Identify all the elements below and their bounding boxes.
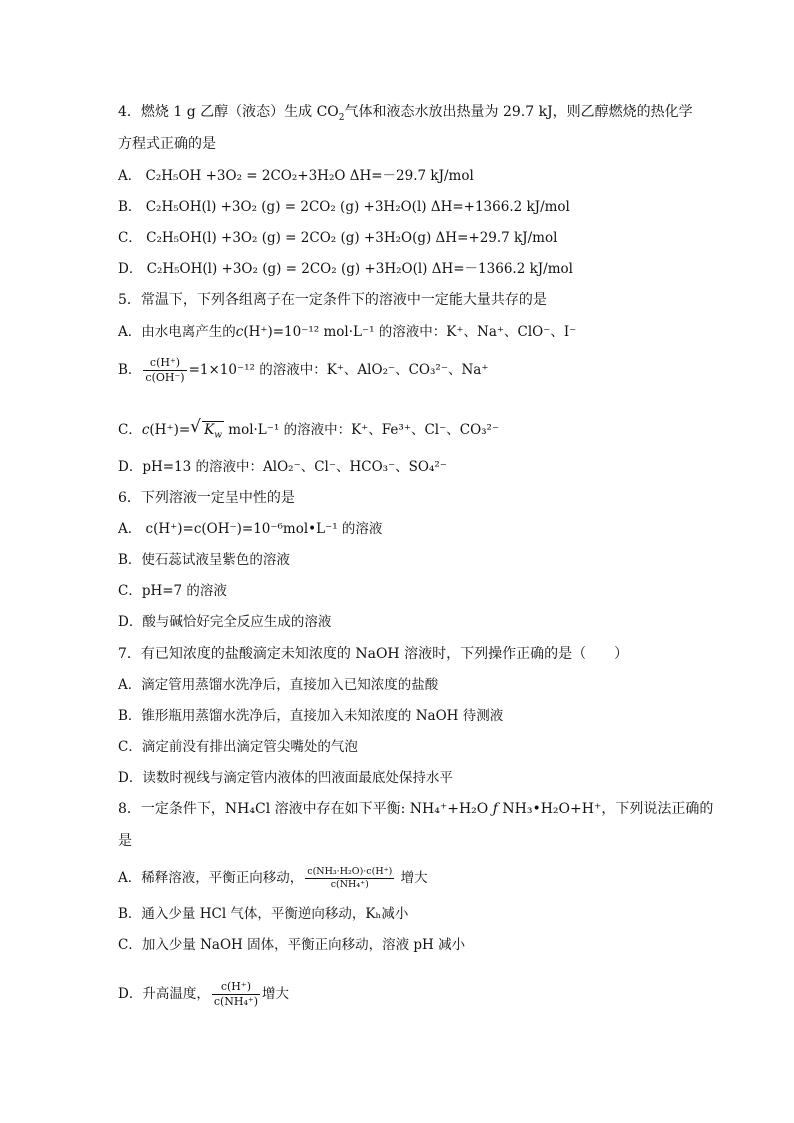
q7-option-d: D．读数时视线与滴定管内液体的凹液面最底处保持水平 bbox=[118, 770, 453, 786]
q4-stem-line1: 4．燃烧 1 g 乙醇（液态）生成 $CO_2$气体和液态水放出热量为 29.7 kJ，则乙醇燃烧的热化学 bbox=[118, 104, 693, 123]
q5-c-kw: K bbox=[204, 422, 215, 438]
q4-option-b: B． C₂H₅OH(l) +3O₂ (g) = 2CO₂ (g) +3H₂O(l) ΔH=+1366.2 kJ/mol bbox=[118, 199, 570, 215]
q7-option-a: A．滴定管用蒸馏水洗净后，直接加入已知浓度的盐酸 bbox=[118, 677, 439, 693]
q5-c-label: C． bbox=[118, 422, 142, 438]
q5-option-d: D．pH=13 的溶液中：AlO₂⁻、Cl⁻、HCO₃⁻、SO₄²⁻ bbox=[118, 459, 447, 475]
q5-b-numerator: c(H⁺) bbox=[143, 356, 186, 371]
q8-d-denominator: c(NH₄⁺) bbox=[213, 995, 259, 1008]
q4-option-a: A． C₂H₅OH +3O₂ = 2CO₂+3H₂O ΔH=－29.7 kJ/mol bbox=[118, 168, 474, 184]
q5-b-fraction bbox=[143, 356, 186, 385]
q5-b-label: B． bbox=[118, 362, 142, 378]
q8-a-label: A．稀释溶液，平衡正向移动， bbox=[118, 870, 304, 886]
q7-option-b: B．锥形瓶用蒸馏水洗净后，直接加入未知浓度的 NaOH 待测液 bbox=[118, 708, 504, 724]
sqrt-symbol-icon: √ $K_w$ bbox=[190, 417, 222, 441]
q8-stem-line1 bbox=[118, 799, 713, 819]
q8-d-rest: 增大 bbox=[262, 986, 290, 1002]
q8-stem-part1: 8．一定条件下，NH₄Cl 溶液中存在如下平衡: NH₄⁺+H₂O bbox=[118, 801, 489, 817]
q7-option-c: C．滴定前没有排出滴定管尖嘴处的气泡 bbox=[118, 739, 358, 755]
q6-option-d: D．酸与碱恰好完全反应生成的溶液 bbox=[118, 614, 332, 630]
q8-d-fraction bbox=[212, 980, 260, 1009]
q5-a-rest: (H⁺)=10⁻¹² mol·L⁻¹ 的溶液中：K⁺、Na⁺、ClO⁻、I⁻ bbox=[243, 324, 577, 340]
q8-d-label: D．升高温度， bbox=[118, 986, 210, 1002]
equilibrium-arrow-icon: ƒ bbox=[492, 801, 498, 817]
q4-stem-part2: 气体和液态水放出热量为 29.7 kJ，则乙醇燃烧的热化学 bbox=[344, 104, 693, 120]
q8-stem-line2: 是 bbox=[118, 833, 132, 849]
q8-option-a bbox=[118, 866, 428, 891]
q6-option-b: B．使石蕊试液呈紫色的溶液 bbox=[118, 552, 290, 568]
q5-c-mid: (H⁺)= bbox=[149, 422, 191, 438]
q8-a-denominator: c(NH₄⁺) bbox=[330, 879, 369, 890]
q7-stem: 7．有已知浓度的盐酸滴定未知浓度的 NaOH 溶液时，下列操作正确的是（ ） bbox=[118, 646, 629, 662]
q6-stem: 6．下列溶液一定呈中性的是 bbox=[118, 490, 295, 506]
q4-option-c: C． C₂H₅OH(l) +3O₂ (g) = 2CO₂ (g) +3H₂O(g) ΔH=+29.7 kJ/mol bbox=[118, 230, 558, 246]
q8-stem-part2: NH₃•H₂O+H⁺，下列说法正确的 bbox=[497, 801, 714, 817]
q6-option-c: C．pH=7 的溶液 bbox=[118, 583, 227, 599]
q5-option-a: A．由水电离产生的c(H⁺)=10⁻¹² mol·L⁻¹ 的溶液中：K⁺、Na⁺、ClO⁻、I⁻ bbox=[118, 324, 577, 340]
q5-b-denominator: c(OH⁻) bbox=[145, 371, 185, 384]
q8-a-rest: 增大 bbox=[396, 870, 428, 886]
q8-option-c: C．加入少量 NaOH 固体，平衡正向移动，溶液 pH 减小 bbox=[118, 937, 466, 953]
q8-a-numerator: c(NH₃·H₂O)·c(H⁺) bbox=[307, 866, 393, 877]
q8-a-fraction bbox=[305, 866, 394, 891]
q4-option-d: D． C₂H₅OH(l) +3O₂ (g) = 2CO₂ (g) +3H₂O(l) ΔH=－1366.2 kJ/mol bbox=[118, 261, 573, 277]
q5-a-label: A．由水电离产生的 bbox=[118, 324, 236, 340]
q4-stem-line2: 方程式正确的是 bbox=[118, 136, 216, 152]
q8-d-numerator: c(H⁺) bbox=[212, 980, 260, 995]
q8-option-b: B．通入少量 HCl 气体，平衡逆向移动，Kₕ减小 bbox=[118, 906, 409, 922]
q5-c-rest: mol·L⁻¹ 的溶液中：K⁺、Fe³⁺、Cl⁻、CO₃²⁻ bbox=[228, 422, 500, 438]
q4-stem-part1: 4．燃烧 1 g 乙醇（液态）生成 CO bbox=[118, 104, 339, 120]
q6-option-a: A． c(H⁺)=c(OH⁻)=10⁻⁶mol•L⁻¹ 的溶液 bbox=[118, 521, 383, 537]
q5-stem: 5．常温下，下列各组离子在一定条件下的溶液中一定能大量共存的是 bbox=[118, 292, 547, 308]
q5-b-rest: =1×10⁻¹² 的溶液中：K⁺、AlO₂⁻、CO₃²⁻、Na⁺ bbox=[188, 362, 489, 378]
q5-option-c: C．c(H⁺)= √ $K_w$ mol·L⁻¹ 的溶液中：K⁺、Fe³⁺、Cl⁻、CO₃²⁻ bbox=[118, 417, 500, 441]
q8-option-d bbox=[118, 980, 289, 1009]
q5-option-b bbox=[118, 356, 488, 385]
